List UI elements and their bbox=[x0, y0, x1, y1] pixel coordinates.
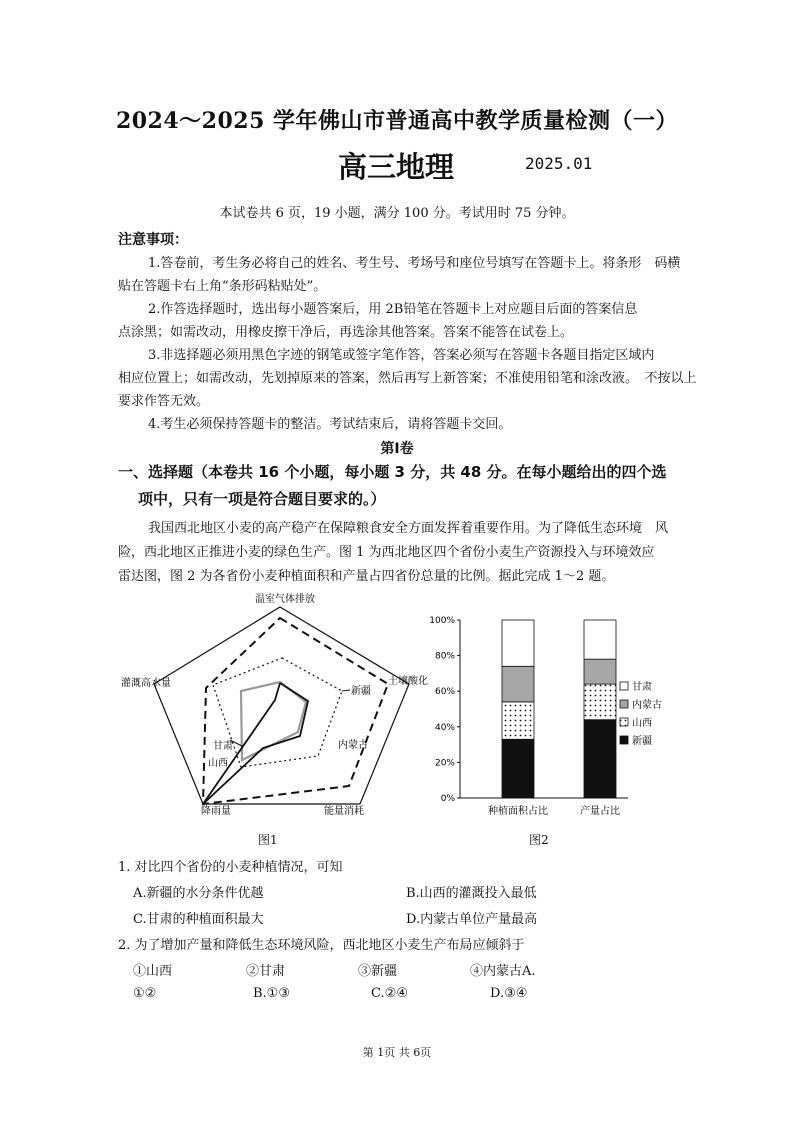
axis-label-soil-acid: 土壤酸化 bbox=[388, 676, 428, 687]
axis-label-energy: 能量消耗 bbox=[324, 806, 364, 817]
question-1-option-a: A.新疆的水分条件优越 bbox=[133, 886, 264, 901]
notice-line-3: 2.作答选择题时，选出每小题答案后，用 2B铅笔在答题卡上对应题目后面的答案信息 bbox=[148, 302, 638, 317]
exam-date: 2025.01 bbox=[525, 154, 593, 173]
legend-swatch bbox=[620, 718, 628, 726]
y-tick-label: 40% bbox=[434, 722, 455, 733]
x-tick-label: 产量占比 bbox=[580, 806, 620, 817]
bar-segment bbox=[584, 659, 616, 684]
legend-label: 甘肃 bbox=[632, 682, 652, 693]
series-label-gansu: 甘肃 bbox=[213, 741, 233, 752]
notice-line-7: 要求作答无效。 bbox=[118, 394, 210, 409]
question-2-option-c: C.②④ bbox=[371, 986, 408, 1001]
legend-label: 新疆 bbox=[632, 736, 652, 747]
question-2-option-b: B.①③ bbox=[253, 986, 290, 1001]
question-2-item-3: ③新疆 bbox=[358, 964, 398, 979]
passage-line-2: 险，西北地区正推进小麦的绿色生产。图 1 为西北地区四个省份小麦生产资源投入与环境效应 bbox=[118, 545, 655, 560]
exam-intro: 本试卷共 6 页，19 小题，满分 100 分。考试用时 75 分钟。 bbox=[219, 206, 575, 221]
y-tick-label: 100% bbox=[429, 616, 455, 626]
subject-title: 高三地理 bbox=[338, 150, 455, 184]
bar-segment bbox=[502, 666, 534, 702]
bar-segment bbox=[502, 739, 534, 798]
page-footer: 第 1页 共 6页 bbox=[362, 1046, 432, 1059]
radar-series-xinjiang bbox=[203, 618, 388, 804]
axis-label-greenhouse: 温室气体排放 bbox=[255, 594, 315, 605]
notice-heading: 注意事项： bbox=[118, 232, 188, 248]
bar-segment bbox=[502, 702, 534, 739]
notice-line-8: 4.考生必须保持答题卡的整洁。考试结束后，请将答题卡交回。 bbox=[148, 417, 512, 432]
series-label-neimenggu: 内蒙古 bbox=[338, 740, 368, 751]
figure-1-caption: 图1 bbox=[258, 833, 278, 847]
series-label-xinjiang: 新疆 bbox=[351, 686, 371, 697]
question-2-item-1: ①山西 bbox=[133, 964, 173, 979]
bar-segment bbox=[502, 620, 534, 666]
question-1-option-d: D.内蒙古单位产量最高 bbox=[406, 912, 538, 927]
axis-label-rainfall: 降雨量 bbox=[201, 806, 231, 817]
legend-swatch bbox=[620, 682, 628, 690]
figure-2-caption: 图2 bbox=[529, 833, 549, 847]
series-label-shanxi: 山西 bbox=[208, 758, 228, 769]
radar-chart-figure-1 bbox=[118, 588, 438, 823]
y-tick-label: 0% bbox=[440, 794, 455, 804]
question-2-option-a: ①② bbox=[133, 986, 157, 1001]
notice-line-6: 相应位置上；如需改动，先划掉原来的答案，然后再写上新答案；不准使用铅笔和涂改液。 不按以上 bbox=[118, 371, 697, 386]
notice-line-4: 点涂黑；如需改动，用橡皮擦干净后，再选涂其他答案。答案不能答在试卷上。 bbox=[118, 325, 574, 340]
question-2-stem: 2. 为了增加产量和降低生态环境风险，西北地区小麦生产布局应倾斜于 bbox=[118, 938, 525, 953]
question-2-item-4: ④内蒙古A. bbox=[470, 964, 536, 979]
question-1-option-b: B.山西的灌溉投入最低 bbox=[406, 886, 537, 901]
legend-swatch bbox=[620, 736, 628, 744]
bar-segment bbox=[584, 720, 616, 798]
axis-label-irrigation: 灌溉高水量 bbox=[121, 678, 171, 689]
notice-line-2: 贴在答题卡右上角“条形码粘贴处”。 bbox=[118, 279, 327, 294]
y-tick-label: 60% bbox=[434, 687, 455, 698]
question-1-stem: 1. 对比四个省份的小麦种植情况，可知 bbox=[118, 860, 343, 875]
exam-title: 2024～2025 学年佛山市普通高中教学质量检测（一） bbox=[115, 108, 679, 134]
section-label: 第Ⅰ卷 bbox=[380, 441, 414, 457]
legend-label: 内蒙古 bbox=[632, 700, 662, 711]
bar-segment bbox=[584, 684, 616, 720]
notice-line-1: 1.答卷前，考生务必将自己的姓名、考生号、考场号和座位号填写在答题卡上。将条形 码横 bbox=[148, 256, 681, 271]
leader-xinjiang bbox=[342, 690, 350, 691]
section-instruction-2: 项中，只有一项是符合题目要求的。） bbox=[138, 490, 386, 508]
section-instruction-1: 一、选择题（本卷共 16 个小题，每小题 3 分，共 48 分。在每小题给出的四个选 bbox=[118, 463, 667, 481]
stacked-bar-chart-figure-2 bbox=[428, 608, 678, 828]
radar-outer-frame bbox=[154, 607, 409, 804]
notice-line-5: 3.非选择题必须用黑色字迹的钢笔或签字笔作答，答案必须写在答题卡各题目指定区域内 bbox=[148, 348, 655, 363]
y-tick-label: 80% bbox=[434, 651, 455, 662]
legend-swatch bbox=[620, 700, 628, 708]
bar-segment bbox=[584, 620, 616, 659]
legend-label: 山西 bbox=[632, 718, 652, 729]
question-1-option-c: C.甘肃的种植面积最大 bbox=[133, 912, 264, 927]
passage-line-1: 我国西北地区小麦的高产稳产在保障粮食安全方面发挥着重要作用。为了降低生态环境 风 bbox=[148, 521, 669, 536]
x-tick-label: 种植面积占比 bbox=[488, 806, 548, 817]
y-tick-label: 20% bbox=[434, 758, 455, 769]
passage-line-3: 雷达图，图 2 为各省份小麦种植面积和产量占四省份总量的比例。据此完成 1～2 题。 bbox=[118, 569, 615, 584]
question-2-item-2: ②甘肃 bbox=[246, 964, 286, 979]
question-2-option-d: D.③④ bbox=[490, 986, 528, 1001]
